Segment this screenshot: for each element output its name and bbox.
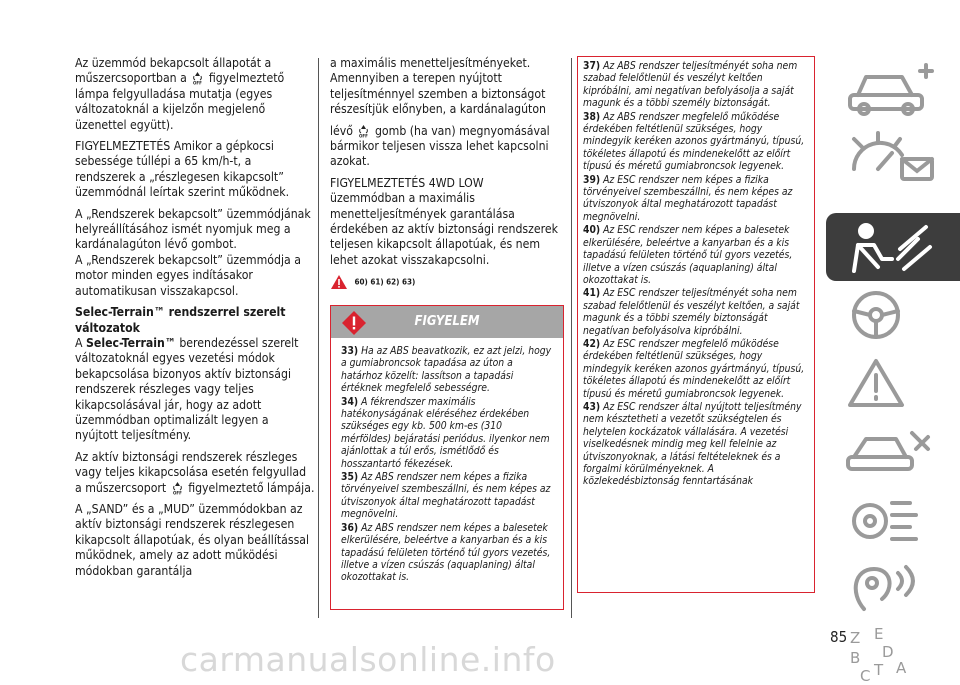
warning-item: 38) Az ABS rendszer megfelelő működése érdekében feltétlenül szükséges, hogy mindegyik keréken azonos gyártmányú, típusú, tökéletes állapotú és mindenekelőtt az előírt típusú és méretű gumiabroncsok legyenek. [583, 110, 805, 173]
dashboard-lights-icon [840, 129, 940, 185]
index-letter: C [860, 667, 871, 683]
tab-emergency[interactable] [826, 349, 960, 417]
seatbelt-safety-icon [840, 219, 940, 275]
warning-references: 60) 61) 62) 63) [330, 274, 562, 290]
page-number: 85 [830, 628, 848, 646]
index-letter: D [882, 643, 894, 661]
warning-box-header [331, 306, 563, 338]
index-icon [840, 627, 940, 683]
text-column-1 [75, 56, 315, 585]
warning-item: 34) A fékrendszer maximális hatékonyságának eléréséhez érdekében szükséges egy kb. 500 km-es (310 mérföldes) bejáratási periódus. ilyenkor nem ajánlottak a túl erős, ismétlődő és hosszantartó fékezések. [341, 395, 550, 470]
maintenance-icon [840, 423, 940, 479]
paragraph: Az üzemmód bekapcsolt állapotát a műszercsoportban a OFF figyelmeztető lámpa felgyulladása mutatja (egyes változatoknál a kijelzőn megjelenő üzenettel együtt). [75, 56, 285, 132]
column-divider [571, 58, 572, 618]
warning-item: 36) Az ABS rendszer nem képes a balesetek elkerülésére, beleértve a kanyarban és a kis tapadású felületen történő túl gyors vezetés, illetve a vízen csúszás (aquaplaning) által okozottakat is. [341, 521, 551, 584]
warning-items [331, 338, 563, 584]
warning-item: 37) Az ABS rendszer teljesítményét soha nem szabad felelőtlenül és veszélyt keltően kipróbálni, ami negatívan befolyásolja a saját magunk és a többi személy biztonságát. [583, 60, 798, 110]
paragraph: Az aktív biztonsági rendszerek részleges vagy teljes kikapcsolása esetén felgyullad a műszercsoport OFF figyelmeztető lámpája. [75, 449, 315, 495]
index-letter: T [874, 661, 884, 679]
multimedia-icon [840, 559, 940, 615]
svg-text:OFF: OFF [172, 490, 182, 495]
paragraph: FIGYELMEZTETÉS Amikor a gépkocsi sebessége túllépi a 65 km/h-t, a rendszerek a „részlegesen kikapcsolt” üzemmódnál leírtak szerint működnek. [75, 139, 290, 200]
paragraph: A Selec-Terrain™ berendezéssel szerelt változatoknál egyes vezetési módok bekapcsolása bizonyos aktív biztonsági rendszerek részleges vagy teljes kikapcsolásával jár, hogy az adott üzemmódban optimalizált legyen a nyújtott teljesítmény. [75, 335, 299, 443]
index-letter: B [850, 649, 861, 667]
esc-off-icon [192, 71, 203, 85]
watermark: carmanualsonline.info [180, 640, 556, 679]
index-letter: A [896, 659, 907, 677]
car-info-icon [840, 61, 940, 117]
column-divider [318, 58, 319, 618]
warning-item: 39) Az ESC rendszer nem képes a fizika törvényeivel szembeszállni, és nem képes az útviszonyok által meghatározott tapadást megnövelni. [583, 173, 793, 223]
tab-technical-data[interactable] [826, 485, 960, 553]
index-letter: E [874, 627, 884, 643]
tab-starting-driving[interactable] [826, 281, 960, 349]
paragraph: a maximális menetteljesítményeket. Amennyiben a terepen nyújtott teljesítménnyel szemben a biztonságot részesítjük előnyben, a kardánalagúton [330, 56, 546, 117]
specs-icon [840, 491, 940, 547]
warning-item: 40) Az ESC rendszer nem képes a balesetek elkerülésére, beleértve a kanyarban és a kis tapadású felületen történő túl gyors vezetés, illetve a vízen csúszás (aquaplaning) által okozottakat is. [583, 224, 793, 286]
tab-car-info[interactable] [826, 55, 960, 123]
warning-box [330, 305, 564, 610]
paragraph: A „Rendszerek bekapcsolt” üzemmódjának helyreállításához ismét nyomjuk meg a kardánalagúton lévő gombot. [75, 206, 311, 252]
index-letter: Z [850, 629, 861, 647]
warning-item: 41) Az ESC rendszer teljesítményét soha nem szabad felelőtlenül és veszélyt keltően, a saját magunk és a többi személy biztonságát negatívan befolyásolva kipróbálni. [583, 287, 800, 337]
paragraph: A „Rendszerek bekapcsolt” üzemmódja a motor minden egyes indításakor automatikusan visszakapcsol. [75, 252, 301, 298]
warning-item: 33) Ha az ABS beavatkozik, ez azt jelzi, hogy a gumiabroncsok tapadása az úton a határhoz közelít: lassítson a tapadási értéknek megfelelő sebességre. [341, 345, 552, 395]
warning-triangle-icon [330, 274, 348, 290]
paragraph: lévő OFF gomb (ha van) megnyomásával bármikor teljesen vissza lehet kapcsolni azokat. [330, 123, 550, 169]
tab-multimedia[interactable] [826, 553, 960, 621]
warning-triangle-icon [840, 355, 940, 411]
esc-off-icon [172, 481, 183, 495]
section-heading: Selec-Terrain™ rendszerrel szerelt változatok [75, 305, 286, 335]
text-column-2 [330, 56, 562, 302]
warning-item: 43) Az ESC rendszer által nyújtott teljesítmény nem késztetheti a vezetőt szükségtelen és helytelen kockázatok vállalására. A vezetési viselkedésnek mindig meg kell felelnie az útviszonyoknak, a látási feltételeknek és a forgalmi körülményeknek. A közlekedésbiztonság fenntartásának [583, 400, 802, 488]
esc-off-icon [358, 124, 369, 138]
tab-maintenance[interactable] [826, 417, 960, 485]
warning-item: 42) Az ESC rendszer megfelelő működése érdekében feltétlenül szükséges, hogy mindegyik keréken azonos gyártmányú, típusú, tökéletes állapotú és mindenekelőtt az előírt típusú és méretű gumiabroncsok legyenek. [583, 337, 805, 400]
steering-wheel-icon [840, 287, 940, 343]
warning-item: 35) Az ABS rendszer nem képes a fizika törvényeivel szembeszállni, és nem képes az útviszonyok által meghatározott tapadást megnövelni. [341, 471, 551, 521]
svg-text:OFF: OFF [193, 80, 203, 86]
tab-safety[interactable] [826, 213, 960, 281]
warning-continuation-box [577, 56, 815, 593]
paragraph: FIGYELMEZTETÉS 4WD LOW üzemmódban a maximális menetteljesítmények garantálása érdekében az aktív biztonsági rendszerek teljesen kikapcsolt állapotúak, és nem lehet azokat visszakapcsolni. [330, 175, 558, 267]
warning-title: FIGYELEM [414, 314, 480, 329]
svg-text:OFF: OFF [359, 133, 369, 138]
paragraph: A „SAND” és a „MUD” üzemmódokban az aktív biztonsági rendszerek részlegesen kikapcsolt állapotúak, és olyan beállítással működnek, amely az adott működési módokban garantálja [75, 501, 310, 578]
tab-dashboard-lights[interactable] [826, 123, 960, 191]
